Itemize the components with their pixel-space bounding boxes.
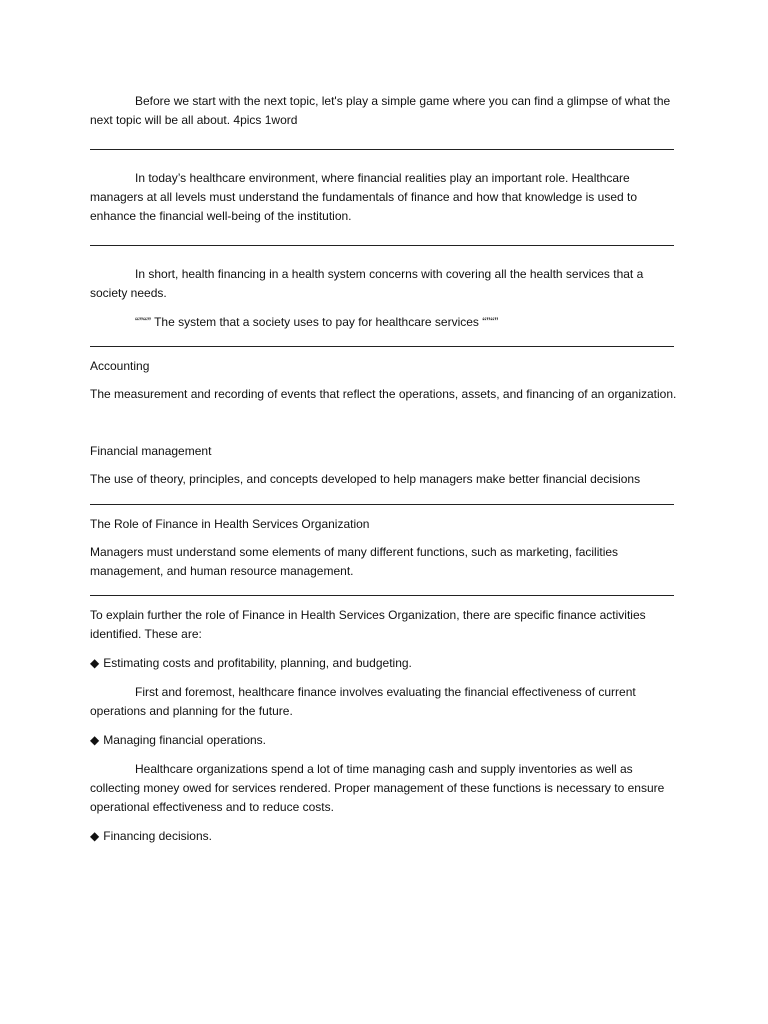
game-intro-paragraph: Before we start with the next topic, let's play a simple game where you can find a glimpse of what the next topic will be all about. 4pics 1word bbox=[90, 94, 671, 127]
role-of-finance-heading: The Role of Finance in Health Services Organization bbox=[90, 517, 370, 531]
activity-item bbox=[90, 654, 680, 673]
health-financing-paragraph: In short, health financing in a health system concerns with covering all the health services that a society needs. bbox=[90, 267, 644, 300]
activity-item bbox=[90, 731, 680, 750]
activity-label: Estimating costs and profitability, planning, and budgeting. bbox=[103, 656, 412, 670]
activity-label: Managing financial operations. bbox=[103, 733, 267, 747]
financial-management-heading: Financial management bbox=[90, 444, 212, 458]
financial-management-definition: The use of theory, principles, and concepts developed to help managers make better financial decisions bbox=[90, 472, 641, 486]
accounting-definition: The measurement and recording of events that reflect the operations, assets, and financing of an organization. bbox=[90, 387, 677, 401]
finance-activities-intro: To explain further the role of Finance in Health Services Organization, there are specific finance activities identified. These are: bbox=[90, 608, 646, 641]
system-quote-paragraph: “”“” The system that a society uses to pay for healthcare services “”“” bbox=[135, 315, 499, 329]
diamond-bullet-icon: ◆ bbox=[90, 733, 100, 747]
activity-item bbox=[90, 827, 680, 846]
diamond-bullet-icon: ◆ bbox=[90, 656, 100, 670]
document-page bbox=[90, 92, 680, 846]
activity-detail: First and foremost, healthcare finance involves evaluating the financial effectiveness of current operations and planning for the future. bbox=[90, 685, 636, 718]
activity-label: Financing decisions. bbox=[103, 829, 212, 843]
accounting-heading: Accounting bbox=[90, 359, 150, 373]
healthcare-environment-paragraph: In today’s healthcare environment, where financial realities play an important role. Healthcare managers at all levels must understand the fundamentals of finance and how that knowledge is used to enhance the financial well-being of the institution. bbox=[90, 171, 638, 223]
diamond-bullet-icon: ◆ bbox=[90, 829, 100, 843]
role-of-finance-body: Managers must understand some elements of many different functions, such as marketing, facilities management, and human resource management. bbox=[90, 545, 619, 578]
activity-detail: Healthcare organizations spend a lot of time managing cash and supply inventories as well as collecting money owed for services rendered. Proper management of these functions is necessary to ensure operational effectiveness and to reduce costs. bbox=[90, 762, 665, 814]
